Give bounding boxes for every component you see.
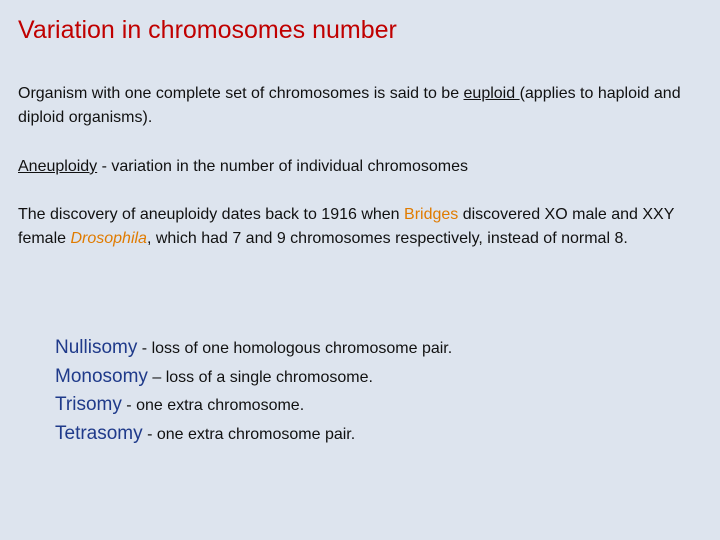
euploid-text-pre: Organism with one complete set of chromosomes is said to be bbox=[18, 85, 464, 102]
bridges-name: Bridges bbox=[404, 206, 459, 223]
aneuploidy-term: Aneuploidy bbox=[18, 158, 98, 175]
euploid-term: euploid bbox=[463, 85, 520, 102]
term-trisomy: Trisomy bbox=[55, 394, 122, 415]
term-tetrasomy: Tetrasomy bbox=[55, 422, 143, 444]
definition-nullisomy: - loss of one homologous chromosome pair. bbox=[137, 340, 453, 357]
list-item-trisomy bbox=[55, 391, 452, 420]
drosophila-name: Drosophila bbox=[70, 230, 147, 247]
list-item-nullisomy bbox=[55, 334, 452, 363]
discovery-text-mid: discovered XO male and XXY female bbox=[18, 206, 675, 247]
discovery-text-pre: The discovery of aneuploidy dates back to 1916 when bbox=[18, 206, 405, 223]
aneuploidy-definition: - variation in the number of individual chromosomes bbox=[97, 158, 469, 175]
definition-monosomy: – loss of a single chromosome. bbox=[147, 368, 373, 386]
list-item-monosomy bbox=[55, 363, 452, 392]
term-monosomy: Monosomy bbox=[55, 365, 148, 387]
discovery-paragraph bbox=[18, 203, 708, 251]
euploid-paragraph bbox=[18, 82, 708, 130]
term-nullisomy: Nullisomy bbox=[55, 337, 138, 358]
definition-tetrasomy: - one extra chromosome pair. bbox=[142, 425, 356, 443]
slide-title: Variation in chromosomes number bbox=[18, 16, 397, 44]
definition-trisomy: - one extra chromosome. bbox=[121, 397, 305, 414]
list-item-tetrasomy bbox=[55, 420, 452, 449]
euploid-text-post: (applies to haploid and diploid organisms). bbox=[18, 85, 681, 126]
aneuploidy-types-list bbox=[55, 334, 452, 448]
aneuploidy-paragraph bbox=[18, 155, 708, 179]
discovery-text-post: , which had 7 and 9 chromosomes respectively, instead of normal 8. bbox=[146, 230, 628, 247]
